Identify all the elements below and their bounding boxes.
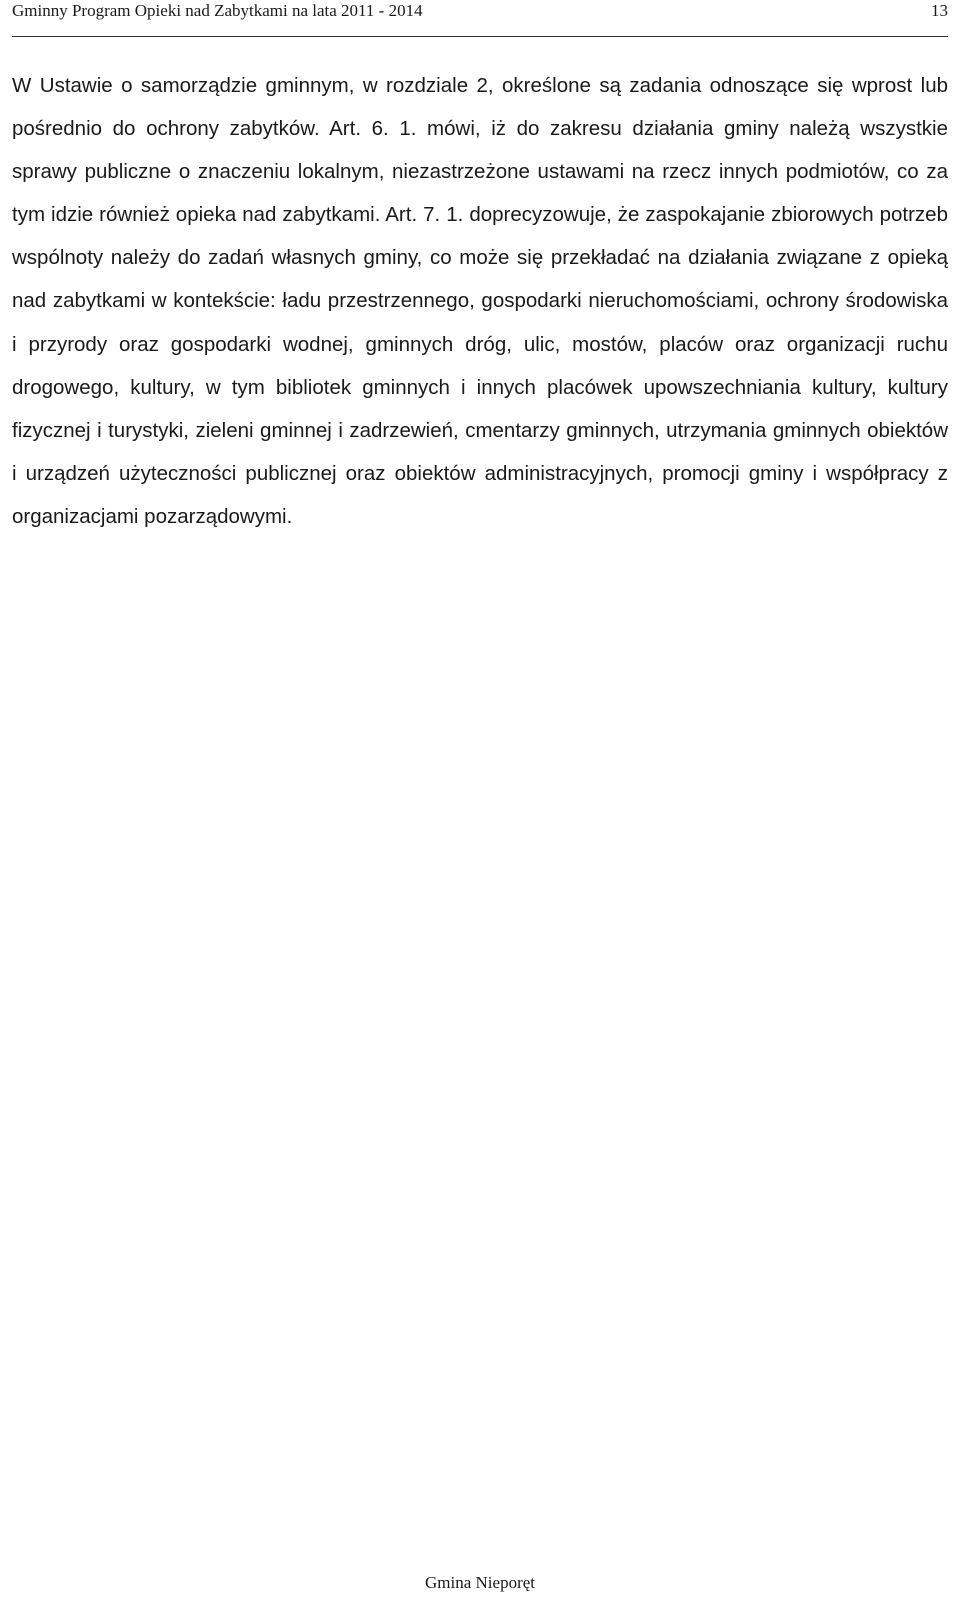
page-footer: Gmina Nieporęt: [425, 1573, 535, 1592]
page-header: [12, 0, 948, 37]
body-paragraph: W Ustawie o samorządzie gminnym, w rozdziale 2, określone są zadania odnoszące się wprost lub pośrednio do ochrony zabytków. Art. 6. 1. mówi, iż do zakresu działania gminy należą wszystkie sprawy publiczne o znaczeniu lokalnym, niezastrzeżone ustawami na rzecz innych podmiotów, co za tym idzie również opieka nad zabytkami. Art. 7. 1. doprecyzowuje, że zaspokajanie zbiorowych potrzeb wspólnoty należy do zadań własnych gminy, co może się przekładać na działania związane z opieką nad zabytkami w kontekście: ładu przestrzennego, gospodarki nieruchomościami, ochrony środowiska i przyrody oraz gospodarki wodnej, gminnych dróg, ulic, mostów, placów oraz organizacji ruchu drogowego, kultury, w tym bibliotek gminnych i innych placówek upowszechniania kultury, kultury fizycznej i turystyki, zieleni gminnej i zadrzewień, cmentarzy gminnych, utrzymania gminnych obiektów i urządzeń użyteczności publicznej oraz obiektów administracyjnych, promocji gminy i współpracy z organizacjami pozarządowymi.: [12, 74, 948, 528]
header-title: Gminny Program Opieki nad Zabytkami na lata 2011 - 2014: [12, 1, 423, 20]
page-number: 13: [931, 1, 948, 20]
